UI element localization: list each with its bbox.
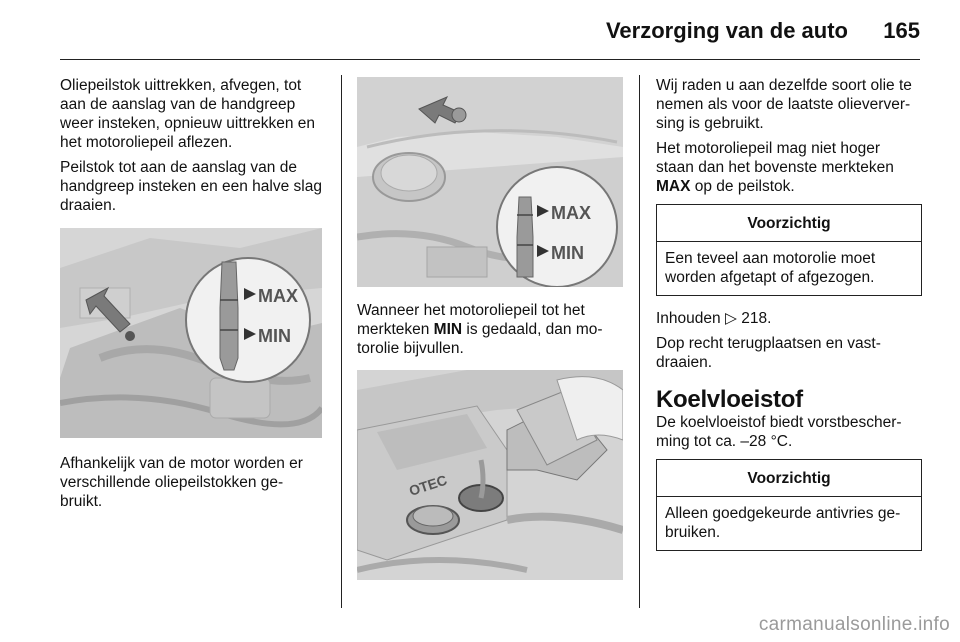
label-max: MAX [258, 286, 298, 306]
caution-title: Voorzichtig [657, 205, 921, 242]
caution-body: Een teveel aan motorolie moet worden afgetapt of afgezogen. [665, 250, 876, 286]
paragraph-dipstick-check: Oliepeilstok uittrekken, afvegen, tot aan de aanslag van de handgreep weer insteken, opnieuw uittrekken en het motoroliepeil aflezen. [60, 77, 316, 151]
column-2 [357, 76, 623, 580]
header-title: Verzorging van de auto [605, 18, 848, 43]
paragraph-cap-replace: Dop recht terugplaatsen en vast- draaien. [656, 335, 881, 371]
label-max: MAX [551, 203, 591, 223]
caution-body: Alleen goedgekeurde antivries ge- bruiken. [665, 505, 901, 541]
watermark: carmanualsonline.info [758, 614, 950, 635]
figure-dipstick-engine-2 [357, 77, 623, 287]
min-mark: MIN [433, 321, 463, 338]
paragraph-dipstick-insert: Peilstok tot aan de aanslag van de handgreep insteken en een halve slag draaien. [60, 159, 322, 214]
figure-oil-refill [357, 370, 623, 580]
paragraph-coolant-protection: De koelvloeistof biedt vorstbescher- ming tot ca. –28 °C. [656, 414, 902, 450]
page-ref-icon: ▷ [724, 310, 737, 327]
column-divider-left [341, 75, 342, 608]
label-min: MIN [258, 326, 291, 346]
column-3 [656, 76, 922, 551]
label-min: MIN [551, 243, 584, 263]
page-header [0, 0, 960, 62]
section-heading-coolant: Koelvloeistof [656, 386, 803, 413]
page-ref-link[interactable]: 218 [741, 310, 768, 327]
column-divider-right [639, 75, 640, 608]
header-rule [60, 59, 920, 60]
max-mark: MAX [656, 178, 691, 195]
paragraph-max-level: Het motoroliepeil mag niet hoger staan dan het bovenste merkteken MAX op de peilstok. [656, 140, 894, 195]
caution-box-antifreeze [656, 459, 922, 551]
paragraph-min-refill: Wanneer het motoroliepeil tot het merkteken MIN is gedaald, dan mo- torolie bijvullen. [357, 302, 603, 357]
figure-dipstick-engine-1 [60, 228, 322, 438]
caution-title: Voorzichtig [657, 460, 921, 497]
caution-box-oil [656, 204, 922, 296]
column-1 [60, 76, 326, 517]
paragraph-oil-type: Wij raden u aan dezelfde soort olie te nemen als voor de laatste olieverver- sing is gebruikt. [656, 77, 912, 132]
page-number: 165 [883, 18, 920, 43]
paragraph-dipstick-variants: Afhankelijk van de motor worden er verschillende oliepeilstokken ge- bruikt. [60, 455, 303, 510]
paragraph-capacities: Inhouden ▷ 218. [656, 310, 772, 327]
engine-logo-text: OTEC [406, 471, 449, 499]
